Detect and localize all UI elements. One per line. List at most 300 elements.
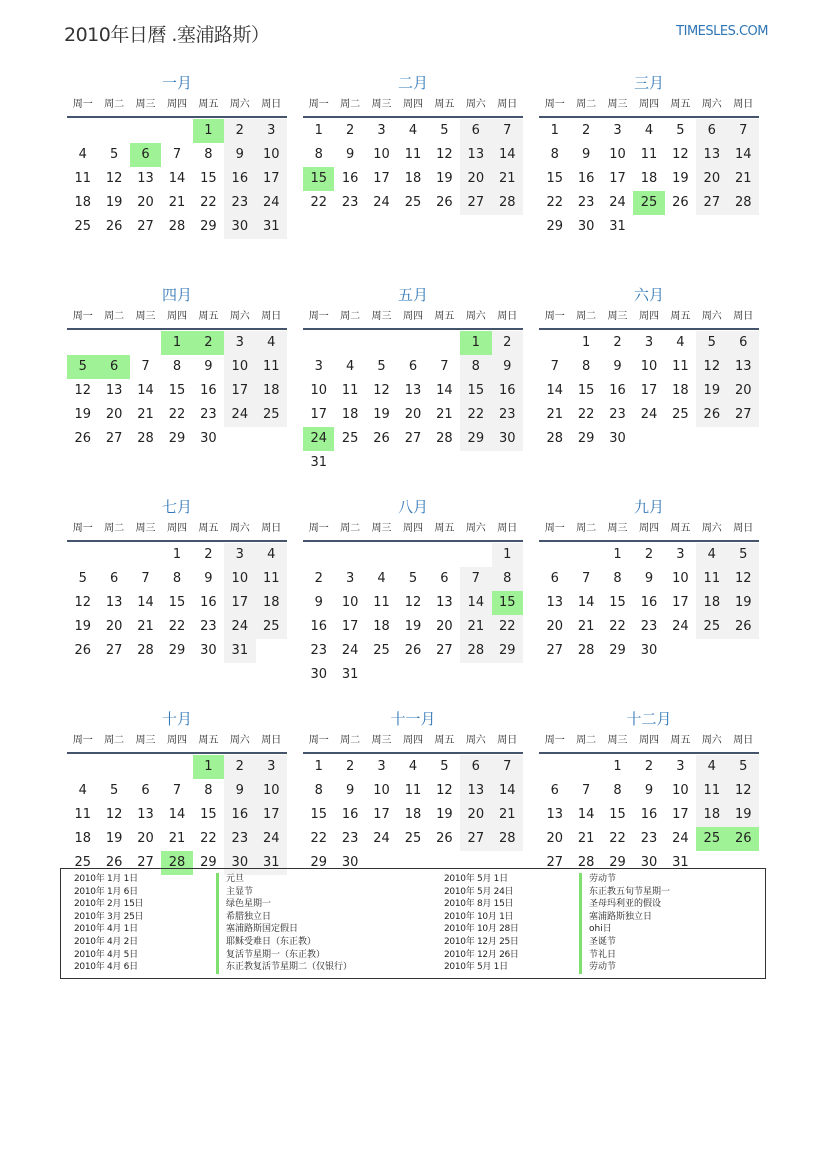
day-cell: 16	[310, 619, 327, 634]
weekday-label: 周四	[402, 311, 423, 322]
day-cell: 6	[460, 119, 491, 143]
weekday-label: 周六	[229, 99, 250, 110]
month-calendar	[303, 496, 523, 708]
empty-day-cell	[397, 543, 428, 567]
weekday-label: 周三	[371, 735, 392, 746]
empty-day-cell	[460, 543, 491, 567]
month-name: 十月	[161, 710, 192, 728]
day-cell: 23	[224, 191, 255, 215]
day-cell: 12	[105, 807, 123, 822]
day-cell: 1	[314, 123, 323, 138]
weekday-header	[539, 730, 759, 754]
weekday-label: 周一	[308, 523, 329, 534]
day-cell: 9	[204, 359, 213, 374]
day-cell: 19	[74, 619, 91, 634]
day-cell: 6	[130, 143, 161, 167]
holiday-row	[414, 911, 767, 924]
month-name: 三月	[633, 74, 664, 92]
day-cell: 24	[672, 619, 689, 634]
day-cell: 11	[404, 783, 422, 798]
day-cell: 10	[256, 143, 287, 167]
empty-day-cell	[67, 119, 98, 143]
day-cell: 18	[696, 803, 727, 827]
day-cell: 4	[345, 359, 355, 374]
day-cell: 8	[550, 147, 559, 162]
day-cell: 1	[193, 755, 224, 779]
holiday-row	[414, 961, 767, 974]
month-name: 十一月	[390, 710, 436, 728]
day-cell: 19	[696, 379, 727, 403]
day-cell: 20	[137, 831, 154, 846]
day-cell: 28	[161, 851, 192, 875]
day-cell: 15	[200, 171, 217, 186]
holiday-name: 劳动节	[579, 873, 616, 886]
day-cell: 22	[310, 831, 327, 846]
holiday-name: ohi日	[579, 923, 612, 936]
page-title: 2010年日曆 .塞浦路斯）	[64, 24, 270, 46]
day-cell: 2	[224, 755, 255, 779]
empty-day-cell	[98, 331, 129, 355]
weekday-label: 周三	[607, 735, 628, 746]
day-cell: 2	[314, 571, 323, 586]
day-cell: 7	[492, 755, 523, 779]
month-calendar	[539, 284, 759, 496]
days-grid	[303, 330, 523, 475]
day-cell: 24	[672, 831, 689, 846]
day-cell: 15	[609, 807, 626, 822]
day-cell: 2	[644, 547, 654, 562]
holiday-date: 2010年 1月 1日	[74, 874, 138, 884]
day-cell: 29	[168, 643, 186, 658]
weekday-label: 周三	[607, 523, 628, 534]
holiday-row	[61, 923, 414, 936]
day-cell: 13	[436, 595, 453, 610]
empty-day-cell	[334, 331, 365, 355]
holiday-row	[61, 911, 414, 924]
weekday-label: 周日	[261, 523, 282, 534]
day-cell: 9	[314, 595, 323, 610]
weekday-label: 周日	[497, 311, 518, 322]
day-cell: 24	[640, 407, 658, 422]
day-cell: 14	[492, 779, 523, 803]
holiday-name: 圣诞节	[579, 936, 616, 949]
day-cell: 13	[728, 355, 759, 379]
holiday-row	[61, 961, 414, 974]
day-cell: 27	[137, 855, 154, 870]
weekday-label: 周日	[497, 99, 518, 110]
day-cell: 23	[577, 195, 595, 210]
day-cell: 8	[204, 783, 213, 798]
holiday-name: 东正教复活节星期二（仅银行）	[216, 961, 352, 974]
day-cell: 27	[105, 643, 123, 658]
day-cell: 22	[609, 619, 626, 634]
empty-day-cell	[98, 543, 129, 567]
day-cell: 12	[696, 355, 727, 379]
month-calendar	[67, 496, 287, 708]
day-cell: 11	[74, 807, 91, 822]
day-cell: 15	[303, 167, 334, 191]
day-cell: 26	[74, 643, 91, 658]
holiday-date: 2010年 4月 5日	[74, 949, 138, 960]
day-cell: 1	[460, 331, 491, 355]
day-cell: 25	[74, 855, 91, 870]
day-cell: 20	[546, 619, 563, 634]
day-cell: 23	[341, 195, 359, 210]
day-cell: 9	[204, 571, 213, 586]
weekday-label: 周四	[402, 523, 423, 534]
weekday-label: 周五	[198, 523, 219, 534]
empty-day-cell	[539, 331, 570, 355]
day-cell: 10	[224, 567, 255, 591]
day-cell: 26	[728, 615, 759, 639]
empty-day-cell	[429, 543, 460, 567]
weekday-label: 周三	[607, 311, 628, 322]
holiday-name: 节礼日	[579, 949, 616, 962]
day-cell: 2	[644, 759, 654, 774]
day-cell: 27	[460, 191, 491, 215]
day-cell: 10	[373, 783, 390, 798]
day-cell: 11	[696, 567, 727, 591]
empty-day-cell	[67, 755, 98, 779]
day-cell: 18	[640, 171, 658, 186]
holiday-row	[414, 936, 767, 949]
holiday-name: 希腊独立日	[216, 911, 271, 924]
day-cell: 30	[200, 643, 217, 658]
weekday-label: 周三	[371, 523, 392, 534]
day-cell: 25	[672, 407, 689, 422]
day-cell: 14	[460, 591, 491, 615]
day-cell: 31	[672, 855, 689, 870]
day-cell: 17	[373, 807, 390, 822]
day-cell: 8	[314, 783, 323, 798]
day-cell: 7	[492, 119, 523, 143]
day-cell: 30	[224, 851, 255, 875]
weekday-label: 周一	[72, 99, 93, 110]
empty-day-cell	[67, 543, 98, 567]
day-cell: 8	[204, 147, 213, 162]
weekday-label: 周五	[198, 99, 219, 110]
day-cell: 6	[408, 359, 418, 374]
day-cell: 18	[256, 379, 287, 403]
weekday-label: 周六	[229, 311, 250, 322]
day-cell: 24	[224, 615, 255, 639]
day-cell: 12	[373, 383, 390, 398]
day-cell: 24	[256, 191, 287, 215]
day-cell: 31	[256, 215, 287, 239]
day-cell: 1	[172, 547, 182, 562]
weekday-label: 周六	[229, 735, 250, 746]
holiday-date: 2010年 4月 6日	[74, 962, 138, 973]
empty-day-cell	[366, 331, 397, 355]
month-name: 四月	[161, 286, 192, 304]
day-cell: 13	[105, 383, 123, 398]
holiday-date: 2010年 5月 1日	[444, 962, 508, 973]
weekday-label: 周二	[576, 735, 597, 746]
month-name: 六月	[633, 286, 664, 304]
day-cell: 26	[436, 831, 453, 846]
day-cell: 26	[436, 195, 453, 210]
weekday-label: 周二	[340, 735, 361, 746]
empty-day-cell	[130, 755, 161, 779]
day-cell: 8	[460, 355, 491, 379]
day-cell: 17	[640, 383, 658, 398]
day-cell: 22	[492, 615, 523, 639]
holiday-name: 耶稣受难日（东正教）	[216, 936, 316, 949]
weekday-label: 周三	[135, 311, 156, 322]
day-cell: 11	[74, 171, 91, 186]
day-cell: 26	[105, 219, 123, 234]
weekday-label: 周二	[340, 311, 361, 322]
day-cell: 31	[310, 455, 327, 470]
day-cell: 25	[74, 219, 91, 234]
day-cell: 2	[492, 331, 523, 355]
weekday-label: 周六	[701, 99, 722, 110]
day-cell: 12	[436, 147, 453, 162]
empty-day-cell	[303, 543, 334, 567]
day-cell: 11	[672, 359, 689, 374]
holiday-row	[61, 898, 414, 911]
day-cell: 7	[141, 359, 150, 374]
holiday-row	[61, 936, 414, 949]
day-cell: 10	[256, 779, 287, 803]
holiday-name: 主显节	[216, 886, 253, 899]
day-cell: 10	[310, 383, 327, 398]
month-name: 十二月	[626, 710, 672, 728]
weekday-label: 周二	[340, 99, 361, 110]
day-cell: 4	[408, 123, 418, 138]
day-cell: 3	[644, 335, 654, 350]
day-cell: 4	[377, 571, 386, 586]
day-cell: 22	[460, 403, 491, 427]
days-grid	[303, 754, 523, 875]
day-cell: 22	[310, 195, 327, 210]
day-cell: 13	[460, 779, 491, 803]
weekday-header	[539, 518, 759, 542]
day-cell: 21	[460, 615, 491, 639]
weekday-header	[539, 94, 759, 118]
day-cell: 16	[341, 171, 359, 186]
day-cell: 28	[460, 639, 491, 663]
holiday-name: 东正教五旬节星期一	[579, 886, 670, 899]
month-calendar	[303, 284, 523, 496]
day-cell: 29	[609, 643, 626, 658]
day-cell: 15	[310, 807, 327, 822]
day-cell: 24	[224, 403, 255, 427]
empty-day-cell	[130, 331, 161, 355]
weekday-label: 周五	[434, 523, 455, 534]
holiday-date: 2010年 10月 28日	[444, 924, 519, 935]
day-cell: 25	[404, 831, 422, 846]
day-cell: 29	[546, 219, 563, 234]
month-calendar	[539, 72, 759, 284]
day-cell: 8	[613, 783, 622, 798]
day-cell: 16	[200, 595, 217, 610]
day-cell: 30	[640, 855, 658, 870]
day-cell: 16	[224, 167, 255, 191]
day-cell: 16	[577, 171, 595, 186]
day-cell: 24	[303, 427, 334, 451]
holiday-row	[61, 873, 414, 886]
weekday-label: 周四	[166, 311, 187, 322]
days-grid	[539, 542, 759, 663]
empty-day-cell	[539, 755, 570, 779]
day-cell: 16	[341, 807, 359, 822]
day-cell: 7	[172, 147, 182, 162]
weekday-label: 周一	[544, 99, 565, 110]
day-cell: 13	[105, 595, 123, 610]
empty-day-cell	[67, 331, 98, 355]
day-cell: 4	[78, 783, 87, 798]
day-cell: 29	[200, 219, 217, 234]
month-calendar	[539, 496, 759, 708]
weekday-label: 周一	[72, 523, 93, 534]
day-cell: 16	[640, 807, 658, 822]
holiday-date: 2010年 12月 26日	[444, 949, 519, 960]
days-grid	[303, 542, 523, 687]
day-cell: 10	[640, 359, 658, 374]
holiday-row	[61, 949, 414, 962]
holiday-list	[60, 868, 766, 979]
day-cell: 30	[577, 219, 595, 234]
day-cell: 9	[224, 143, 255, 167]
weekday-header	[539, 306, 759, 330]
day-cell: 18	[404, 171, 422, 186]
day-cell: 23	[640, 619, 658, 634]
day-cell: 23	[224, 827, 255, 851]
day-cell: 2	[345, 759, 355, 774]
day-cell: 9	[581, 147, 591, 162]
day-cell: 3	[377, 123, 386, 138]
empty-day-cell	[366, 543, 397, 567]
day-cell: 28	[436, 431, 453, 446]
holiday-name: 元旦	[216, 873, 244, 886]
day-cell: 3	[256, 755, 287, 779]
weekday-label: 周一	[544, 523, 565, 534]
day-cell: 26	[404, 643, 422, 658]
day-cell: 3	[224, 543, 255, 567]
day-cell: 22	[609, 831, 626, 846]
day-cell: 15	[546, 171, 563, 186]
day-cell: 22	[200, 831, 217, 846]
weekday-label: 周四	[638, 99, 659, 110]
weekday-label: 周日	[733, 735, 754, 746]
day-cell: 10	[672, 783, 689, 798]
day-cell: 18	[74, 831, 91, 846]
day-cell: 19	[404, 619, 422, 634]
day-cell: 4	[696, 755, 727, 779]
holiday-date: 2010年 1月 6日	[74, 886, 138, 897]
weekday-label: 周三	[135, 99, 156, 110]
day-cell: 19	[728, 591, 759, 615]
day-cell: 19	[672, 171, 689, 186]
day-cell: 4	[256, 331, 287, 355]
day-cell: 10	[672, 571, 689, 586]
day-cell: 30	[224, 215, 255, 239]
day-cell: 19	[728, 803, 759, 827]
day-cell: 2	[204, 547, 213, 562]
day-cell: 7	[550, 359, 559, 374]
month-name: 二月	[397, 74, 428, 92]
weekday-label: 周五	[434, 735, 455, 746]
weekday-label: 周三	[607, 99, 628, 110]
day-cell: 24	[609, 195, 626, 210]
day-cell: 18	[341, 407, 359, 422]
day-cell: 20	[460, 167, 491, 191]
holiday-date: 2010年 4月 1日	[74, 924, 138, 935]
day-cell: 2	[193, 331, 224, 355]
day-cell: 12	[672, 147, 689, 162]
holiday-name: 复活节星期一（东正教）	[216, 949, 325, 962]
month-calendar	[67, 284, 287, 496]
day-cell: 27	[728, 403, 759, 427]
day-cell: 21	[492, 803, 523, 827]
day-cell: 31	[224, 639, 255, 663]
day-cell: 19	[436, 171, 453, 186]
day-cell: 9	[345, 783, 355, 798]
month-calendar	[303, 72, 523, 284]
holiday-name: 绿色星期一	[216, 898, 271, 911]
holiday-row	[414, 886, 767, 899]
day-cell: 6	[440, 571, 449, 586]
day-cell: 20	[404, 407, 422, 422]
day-cell: 18	[672, 383, 689, 398]
weekday-label: 周二	[104, 311, 125, 322]
day-cell: 23	[200, 407, 217, 422]
day-cell: 21	[436, 407, 453, 422]
day-cell: 3	[676, 759, 685, 774]
day-cell: 8	[492, 567, 523, 591]
day-cell: 4	[408, 759, 418, 774]
day-cell: 1	[550, 123, 559, 138]
day-cell: 7	[172, 783, 182, 798]
day-cell: 21	[546, 407, 563, 422]
day-cell: 17	[224, 591, 255, 615]
day-cell: 1	[193, 119, 224, 143]
weekday-header	[303, 94, 523, 118]
day-cell: 22	[168, 619, 186, 634]
day-cell: 30	[609, 431, 626, 446]
day-cell: 9	[644, 571, 654, 586]
day-cell: 28	[137, 643, 154, 658]
day-cell: 20	[728, 379, 759, 403]
day-cell: 15	[609, 595, 626, 610]
day-cell: 20	[105, 619, 123, 634]
day-cell: 25	[696, 827, 727, 851]
day-cell: 13	[546, 595, 563, 610]
brand-logo[interactable]: TIMESLES.COM	[676, 24, 768, 39]
days-grid	[539, 754, 759, 875]
weekday-label: 周六	[701, 311, 722, 322]
holiday-row	[414, 898, 767, 911]
weekday-label: 周五	[670, 99, 691, 110]
day-cell: 1	[314, 759, 323, 774]
day-cell: 29	[577, 431, 595, 446]
day-cell: 17	[609, 171, 626, 186]
day-cell: 15	[577, 383, 595, 398]
day-cell: 12	[404, 595, 422, 610]
holiday-name: 塞浦路斯国定假日	[216, 923, 298, 936]
day-cell: 21	[492, 167, 523, 191]
day-cell: 15	[200, 807, 217, 822]
weekday-label: 周日	[497, 735, 518, 746]
day-cell: 17	[256, 803, 287, 827]
day-cell: 28	[577, 855, 595, 870]
day-cell: 7	[460, 567, 491, 591]
day-cell: 4	[696, 543, 727, 567]
weekday-label: 周一	[544, 311, 565, 322]
day-cell: 27	[460, 827, 491, 851]
day-cell: 14	[728, 143, 759, 167]
